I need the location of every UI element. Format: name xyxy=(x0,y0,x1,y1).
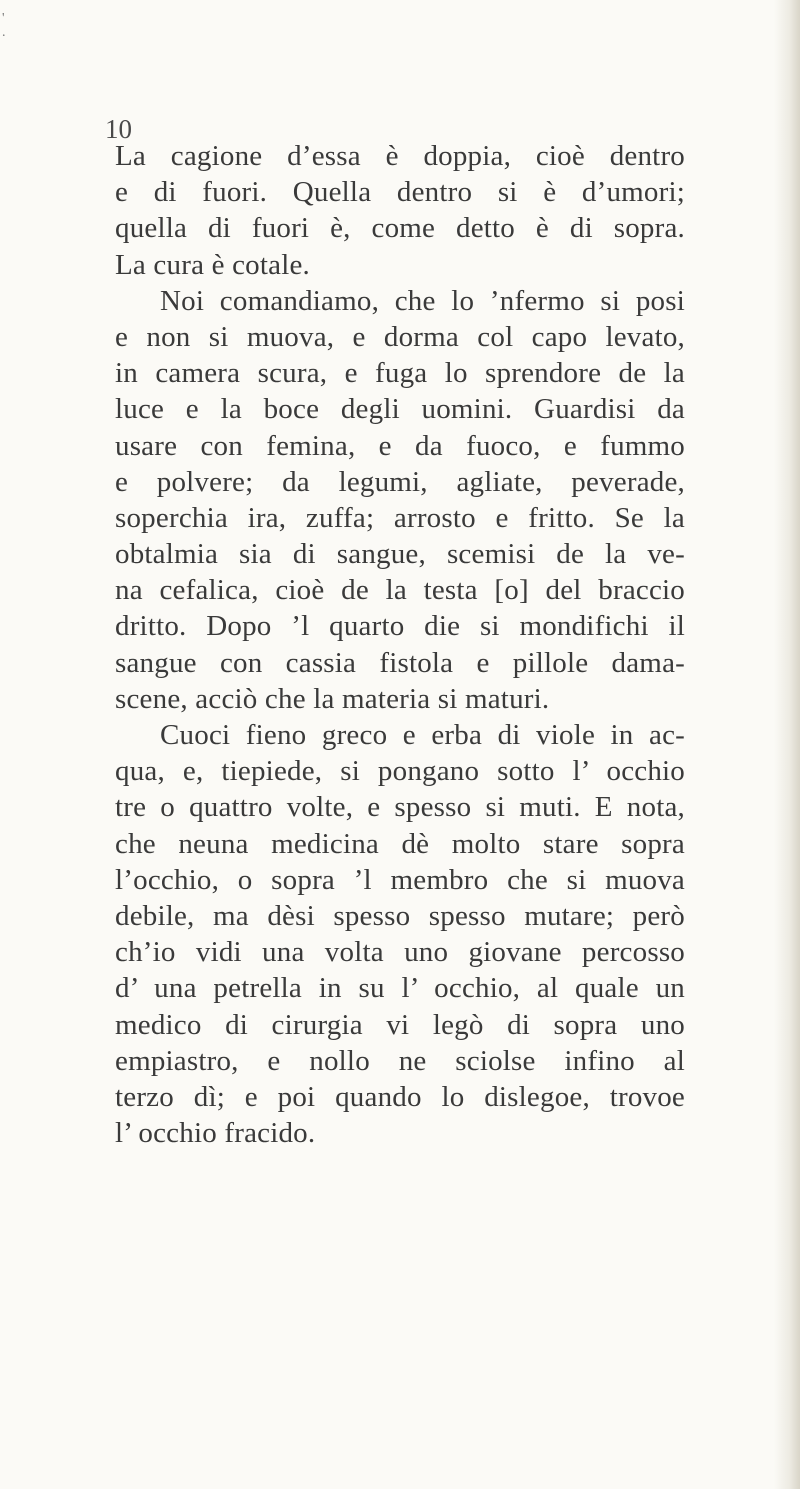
page-edge-shadow xyxy=(774,0,800,1489)
text-line: che neuna medicina dè molto stare sopra xyxy=(115,827,685,860)
text-line: quella di fuori è, come detto è di sopra. xyxy=(115,212,685,245)
text-line: medico di cirurgia vi legò di sopra uno xyxy=(115,1008,685,1041)
text-line: sangue con cassia fistola e pillole dama- xyxy=(115,646,685,679)
text-line: na cefalica, cioè de la testa [o] del braccio xyxy=(115,574,685,607)
page-number: 10 xyxy=(105,114,132,144)
text-line: La cagione d’essa è doppia, cioè dentro xyxy=(115,140,685,172)
text-line: dritto. Dopo ’l quarto die si mondifichi il xyxy=(115,610,685,643)
text-line: Noi comandiamo, che lo ’nfermo si posi xyxy=(160,284,685,317)
text-line: empiastro, e nollo ne sciolse infino al xyxy=(115,1044,685,1077)
text-line: e di fuori. Quella dentro si è d’umori; xyxy=(115,176,685,209)
text-line: l’ occhio fracido. xyxy=(115,1117,316,1150)
text-line: e polvere; da legumi, agliate, peverade, xyxy=(115,465,685,498)
body-text xyxy=(115,138,685,1151)
text-line: scene, acciò che la materia si maturi. xyxy=(115,682,550,715)
text-line: l’occhio, o sopra ’l membro che si muova xyxy=(115,863,685,896)
text-line: terzo dì; e poi quando lo dislegoe, trovoe xyxy=(115,1080,685,1113)
text-line: Cuoci fieno greco e erba di viole in ac- xyxy=(160,719,685,751)
text-line: obtalmia sia di sangue, scemisi de la ve- xyxy=(115,538,685,571)
text-line: in camera scura, e fuga lo sprendore de la xyxy=(115,357,685,390)
text-line: qua, e, tiepiede, si pongano sotto l’ occhio xyxy=(115,755,685,788)
text-line: La cura è cotale. xyxy=(115,248,310,281)
text-line: tre o quattro volte, e spesso si muti. E nota, xyxy=(115,791,685,824)
text-line: e non si muova, e dorma col capo levato, xyxy=(115,320,685,353)
text-line: debile, ma dèsi spesso spesso mutare; però xyxy=(115,899,685,932)
text-line: usare con femina, e da fuoco, e fummo xyxy=(115,429,685,462)
text-line: ch’io vidi una volta uno giovane percosso xyxy=(115,936,685,969)
text-line: soperchia ira, zuffa; arrosto e fritto. Se la xyxy=(115,501,685,534)
text-line: luce e la boce degli uomini. Guardisi da xyxy=(115,393,685,426)
corner-mark: ' . xyxy=(2,11,6,40)
text-line: d’ una petrella in su l’ occhio, al quale un xyxy=(115,972,685,1005)
